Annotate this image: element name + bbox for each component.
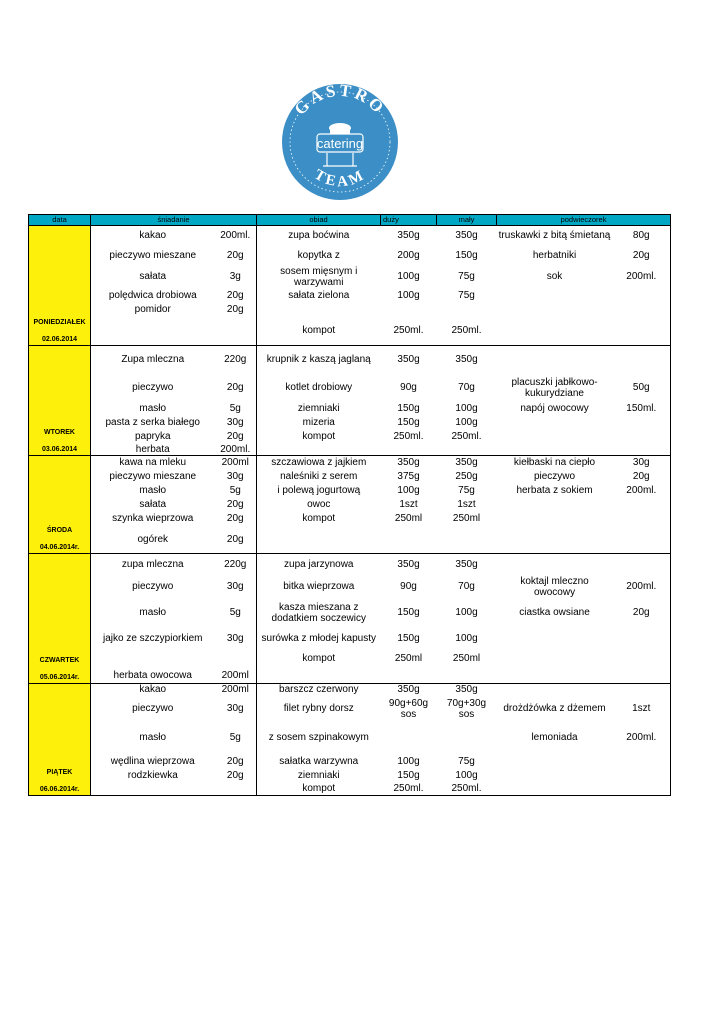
breakfast-qty: 20g xyxy=(215,288,257,304)
day-date: 06.06.2014r. xyxy=(39,786,80,793)
breakfast-qty: 200ml. xyxy=(215,444,257,456)
dinner-item xyxy=(257,444,381,456)
breakfast-qty xyxy=(215,650,257,668)
snack-qty xyxy=(613,754,671,770)
snack-qty: 1szt xyxy=(613,696,671,722)
dinner-item: kotlet drobiowy xyxy=(285,382,353,393)
snack-item: ciastka owsiane xyxy=(519,607,590,618)
breakfast-qty: 20g xyxy=(215,770,257,782)
dinner-item: kompot xyxy=(302,513,336,524)
snack-qty xyxy=(613,304,671,316)
menu-row xyxy=(29,684,671,696)
dinner-small: 250ml. xyxy=(437,782,497,796)
snack-item xyxy=(497,498,613,512)
dinner-item: kopytka z xyxy=(297,250,340,261)
snack-qty xyxy=(613,650,671,668)
snack-item xyxy=(497,754,613,770)
day-date: 04.06.2014r. xyxy=(39,544,80,551)
dinner-item: szczawiowa z jajkiem xyxy=(257,456,381,470)
breakfast-item: herbata xyxy=(91,444,215,456)
menu-row xyxy=(29,650,671,668)
day-cell xyxy=(29,226,91,346)
day-cell xyxy=(29,346,91,456)
snack-qty xyxy=(613,554,671,576)
breakfast-qty: 20g xyxy=(215,512,257,526)
snack-qty xyxy=(613,498,671,512)
snack-item xyxy=(497,684,613,696)
snack-item: kiełbaski na ciepło xyxy=(497,456,613,470)
dinner-small xyxy=(437,444,497,456)
breakfast-item: masło xyxy=(139,732,167,743)
snack-item xyxy=(497,770,613,782)
dinner-large: 350g xyxy=(381,456,437,470)
dinner-small: 350g xyxy=(437,684,497,696)
dinner-item: naleśniki z serem xyxy=(280,471,358,482)
dinner-large: 90g+60g sos xyxy=(388,697,429,720)
menu-row xyxy=(29,304,671,316)
breakfast-item: polędwica drobiowa xyxy=(108,290,197,301)
snack-qty: 200ml. xyxy=(613,576,671,598)
breakfast-qty xyxy=(215,316,257,346)
snack-item xyxy=(497,554,613,576)
menu-row xyxy=(29,576,671,598)
dinner-item: surówka z młodej kapusty xyxy=(261,633,377,644)
snack-item: placuszki jabłkowo-kukurydziane xyxy=(511,376,598,399)
breakfast-qty: 30g xyxy=(215,696,257,722)
snack-item: pieczywo xyxy=(533,471,576,482)
breakfast-item: sałata xyxy=(139,499,167,510)
menu-row xyxy=(29,444,671,456)
menu-row xyxy=(29,416,671,430)
dinner-small: 100g xyxy=(455,770,478,781)
dinner-large: 250ml. xyxy=(393,431,424,442)
breakfast-qty: 200ml xyxy=(215,456,257,470)
menu-row xyxy=(29,770,671,782)
dinner-item xyxy=(257,668,381,684)
dinner-large: 100g xyxy=(397,290,420,301)
dinner-small: 250ml. xyxy=(451,431,482,442)
snack-qty: 200ml. xyxy=(613,484,671,498)
snack-qty: 200ml. xyxy=(613,722,671,754)
snack-item xyxy=(497,304,613,316)
menu-table xyxy=(28,214,671,796)
breakfast-qty: 200ml. xyxy=(215,226,257,246)
dinner-small: 75g xyxy=(458,756,475,767)
dinner-small: 70g xyxy=(458,581,475,592)
snack-item xyxy=(497,512,613,526)
dinner-small: 70g xyxy=(458,382,475,393)
snack-item xyxy=(497,526,613,554)
snack-item xyxy=(497,288,613,304)
dinner-large: 350g xyxy=(381,554,437,576)
dinner-item: kompot xyxy=(257,782,381,796)
snack-qty: 20g xyxy=(613,246,671,266)
menu-row xyxy=(29,456,671,470)
menu-row xyxy=(29,782,671,796)
gastro-team-logo xyxy=(272,84,408,200)
dinner-small: 250ml xyxy=(452,513,481,524)
day-date: 02.06.2014 xyxy=(41,336,78,343)
header-obiad: obiad xyxy=(257,215,381,226)
dinner-large xyxy=(381,722,437,754)
logo-middle-text: catering xyxy=(316,136,364,151)
dinner-large: 250ml. xyxy=(381,316,437,346)
breakfast-item: papryka xyxy=(134,431,171,442)
snack-qty xyxy=(613,684,671,696)
dinner-item: kompot xyxy=(302,431,336,442)
menu-row xyxy=(29,246,671,266)
snack-item xyxy=(497,416,613,430)
dinner-large: 1szt xyxy=(399,499,418,510)
breakfast-qty: 220g xyxy=(215,346,257,374)
snack-item xyxy=(497,628,613,650)
dinner-small: 350g xyxy=(437,554,497,576)
breakfast-item: pomidor xyxy=(134,304,171,315)
dinner-small: 350g xyxy=(437,346,497,374)
dinner-small xyxy=(437,668,497,684)
dinner-small: 250g xyxy=(455,471,478,482)
dinner-large: 150g xyxy=(397,417,420,428)
breakfast-qty: 20g xyxy=(215,430,257,444)
dinner-large xyxy=(381,668,437,684)
dinner-small xyxy=(437,722,497,754)
snack-qty: 80g xyxy=(613,226,671,246)
header-duzy: duży xyxy=(381,215,437,226)
dinner-item: i polewą jogurtową xyxy=(277,485,361,496)
dinner-item xyxy=(257,304,381,316)
dinner-large: 150g xyxy=(397,633,420,644)
snack-item: drożdżówka z dżemem xyxy=(503,703,606,714)
day-name: PIĄTEK xyxy=(46,769,73,776)
day-cell xyxy=(29,554,91,684)
breakfast-item: wędlina wieprzowa xyxy=(110,756,195,767)
breakfast-qty: 20g xyxy=(215,246,257,266)
breakfast-item xyxy=(91,782,215,796)
breakfast-item: pieczywo xyxy=(132,382,174,393)
breakfast-qty: 5g xyxy=(215,484,257,498)
menu-row xyxy=(29,498,671,512)
dinner-large: 100g xyxy=(397,756,420,767)
dinner-item xyxy=(257,526,381,554)
breakfast-qty: 3g xyxy=(215,266,257,288)
menu-row xyxy=(29,346,671,374)
dinner-small: 75g xyxy=(458,485,475,496)
snack-item xyxy=(497,430,613,444)
dinner-small: 100g xyxy=(455,633,478,644)
breakfast-item: sałata xyxy=(139,271,167,282)
menu-row xyxy=(29,722,671,754)
snack-item xyxy=(497,316,613,346)
breakfast-qty xyxy=(215,782,257,796)
menu-body xyxy=(29,226,671,796)
snack-qty: 20g xyxy=(613,598,671,628)
breakfast-qty: 20g xyxy=(215,374,257,402)
breakfast-item: rodzkiewka xyxy=(127,770,178,781)
breakfast-item: pieczywo xyxy=(132,703,174,714)
menu-row xyxy=(29,226,671,246)
breakfast-qty: 220g xyxy=(215,554,257,576)
breakfast-qty: 5g xyxy=(215,722,257,754)
breakfast-qty: 200ml xyxy=(215,684,257,696)
dinner-large: 90g xyxy=(400,581,417,592)
snack-qty xyxy=(613,512,671,526)
snack-item: herbata z sokiem xyxy=(516,485,593,496)
snack-item: truskawki z bitą śmietaną xyxy=(497,226,613,246)
dinner-small: 100g xyxy=(455,417,478,428)
menu-row xyxy=(29,316,671,346)
snack-qty: 50g xyxy=(613,374,671,402)
breakfast-item: kakao xyxy=(91,684,215,696)
snack-qty xyxy=(613,430,671,444)
breakfast-item: masło xyxy=(139,607,167,618)
day-date: 03.06.2014 xyxy=(41,446,78,453)
dinner-large: 250ml. xyxy=(381,782,437,796)
dinner-large xyxy=(381,304,437,316)
breakfast-item: pasta z serka białego xyxy=(105,417,200,428)
breakfast-qty: 20g xyxy=(215,754,257,770)
snack-qty xyxy=(613,770,671,782)
snack-item xyxy=(497,444,613,456)
menu-row xyxy=(29,526,671,554)
header-sniadanie: śniadanie xyxy=(91,215,257,226)
dinner-item: sałata zielona xyxy=(288,290,350,301)
menu-row xyxy=(29,266,671,288)
dinner-item: filet rybny dorsz xyxy=(283,703,354,714)
snack-item xyxy=(497,668,613,684)
breakfast-qty: 30g xyxy=(215,576,257,598)
breakfast-qty: 20g xyxy=(215,526,257,554)
menu-row xyxy=(29,598,671,628)
breakfast-item: ogórek xyxy=(91,526,215,554)
breakfast-item: kawa na mleku xyxy=(91,456,215,470)
breakfast-item: Zupa mleczna xyxy=(91,346,215,374)
dinner-large: 100g xyxy=(397,271,420,282)
snack-item: lemoniada xyxy=(531,732,578,743)
dinner-item: zupa boćwina xyxy=(257,226,381,246)
breakfast-qty: 5g xyxy=(215,402,257,416)
breakfast-qty: 5g xyxy=(215,598,257,628)
day-cell xyxy=(29,456,91,554)
snack-item: koktajl mleczno owocowy xyxy=(520,575,589,598)
day-name: WTOREK xyxy=(44,429,75,436)
logo-bottom-text: TEAM xyxy=(311,166,369,191)
breakfast-item: jajko ze szczypiorkiem xyxy=(103,633,203,644)
dinner-small: 150g xyxy=(455,250,478,261)
breakfast-item: masło xyxy=(139,485,167,496)
breakfast-item xyxy=(91,650,215,668)
menu-row xyxy=(29,754,671,770)
snack-item xyxy=(497,650,613,668)
header-data: data xyxy=(29,215,91,226)
breakfast-item xyxy=(91,316,215,346)
dinner-small xyxy=(437,304,497,316)
dinner-item: sałatka warzywna xyxy=(279,756,359,767)
menu-row xyxy=(29,668,671,684)
menu-row xyxy=(29,402,671,416)
dinner-large xyxy=(381,526,437,554)
day-name: ŚRODA xyxy=(46,527,73,534)
dinner-item: barszcz czerwony xyxy=(257,684,381,696)
dinner-large xyxy=(381,444,437,456)
dinner-item: sosem mięsnym i warzywami xyxy=(280,265,358,288)
breakfast-item: pieczywo mieszane xyxy=(109,471,197,482)
dinner-large: 200g xyxy=(397,250,420,261)
menu-row xyxy=(29,484,671,498)
header-row xyxy=(29,215,671,226)
menu-row xyxy=(29,696,671,722)
dinner-small: 1szt xyxy=(457,499,476,510)
breakfast-qty: 30g xyxy=(215,416,257,430)
breakfast-qty: 20g xyxy=(215,304,257,316)
dinner-item: owoc xyxy=(307,499,331,510)
dinner-large: 90g xyxy=(400,382,417,393)
dinner-small: 350g xyxy=(437,456,497,470)
day-date: 05.06.2014r. xyxy=(39,674,80,681)
header-maly: mały xyxy=(437,215,497,226)
dinner-small: 70g+30g sos xyxy=(446,697,487,720)
breakfast-qty: 30g xyxy=(215,470,257,484)
dinner-item: zupa jarzynowa xyxy=(257,554,381,576)
dinner-item: mizeria xyxy=(302,417,335,428)
day-name: CZWARTEK xyxy=(39,657,80,664)
dinner-large: 100g xyxy=(397,485,420,496)
snack-qty xyxy=(613,526,671,554)
dinner-large: 375g xyxy=(397,471,420,482)
snack-item xyxy=(497,782,613,796)
dinner-small: 75g xyxy=(458,290,475,301)
snack-item: herbatniki xyxy=(532,250,577,261)
breakfast-item: pieczywo mieszane xyxy=(109,250,197,261)
breakfast-item: szynka wieprzowa xyxy=(112,513,194,524)
snack-qty xyxy=(613,628,671,650)
snack-item: sok xyxy=(546,271,563,282)
snack-qty xyxy=(613,346,671,374)
menu-row xyxy=(29,470,671,484)
logo-top-text: GASTRO xyxy=(290,84,390,119)
dinner-item: krupnik z kaszą jaglaną xyxy=(257,346,381,374)
breakfast-qty: 200ml xyxy=(215,668,257,684)
breakfast-item: masło xyxy=(139,403,167,414)
day-name: PONIEDZIAŁEK xyxy=(33,319,86,326)
breakfast-item: zupa mleczna xyxy=(91,554,215,576)
menu-row xyxy=(29,554,671,576)
dinner-item: kasza mieszana z dodatkiem soczewicy xyxy=(271,601,366,624)
dinner-large: 350g xyxy=(381,346,437,374)
breakfast-item: pieczywo xyxy=(132,581,174,592)
snack-qty xyxy=(613,782,671,796)
dinner-large: 350g xyxy=(381,226,437,246)
dinner-small: 250ml. xyxy=(437,316,497,346)
snack-qty: 150ml. xyxy=(613,402,671,416)
header-podwieczorek: podwieczorek xyxy=(497,215,671,226)
dinner-small: 100g xyxy=(455,607,478,618)
menu-row xyxy=(29,288,671,304)
breakfast-qty: 20g xyxy=(215,498,257,512)
menu-row xyxy=(29,512,671,526)
dinner-small: 75g xyxy=(458,271,475,282)
dinner-item: z sosem szpinakowym xyxy=(268,732,369,743)
snack-qty: 200ml. xyxy=(613,266,671,288)
dinner-item: kompot xyxy=(302,653,336,664)
menu-row xyxy=(29,374,671,402)
dinner-item: ziemniaki xyxy=(297,403,340,414)
dinner-large: 350g xyxy=(381,684,437,696)
snack-qty xyxy=(613,316,671,346)
breakfast-qty: 30g xyxy=(215,628,257,650)
dinner-small: 250ml xyxy=(452,653,481,664)
snack-qty xyxy=(613,288,671,304)
chef-hat-icon xyxy=(329,123,351,134)
snack-qty xyxy=(613,416,671,430)
dinner-large: 150g xyxy=(397,770,420,781)
menu-row xyxy=(29,430,671,444)
snack-qty xyxy=(613,444,671,456)
dinner-item: ziemniaki xyxy=(297,770,340,781)
dinner-large: 150g xyxy=(397,403,420,414)
snack-item xyxy=(497,346,613,374)
menu-row xyxy=(29,628,671,650)
breakfast-item: kakao xyxy=(91,226,215,246)
snack-qty: 30g xyxy=(613,456,671,470)
dinner-small: 350g xyxy=(437,226,497,246)
day-cell xyxy=(29,684,91,796)
snack-item: napój owocowy xyxy=(520,403,589,414)
dinner-large: 250ml xyxy=(394,513,423,524)
dinner-large: 150g xyxy=(397,607,420,618)
breakfast-item: herbata owocowa xyxy=(91,668,215,684)
dinner-item: bitka wieprzowa xyxy=(283,581,355,592)
dinner-large: 250ml xyxy=(394,653,423,664)
snack-qty: 20g xyxy=(613,470,671,484)
dinner-small: 100g xyxy=(455,403,478,414)
snack-qty xyxy=(613,668,671,684)
dinner-item: kompot xyxy=(257,316,381,346)
dinner-small xyxy=(437,526,497,554)
